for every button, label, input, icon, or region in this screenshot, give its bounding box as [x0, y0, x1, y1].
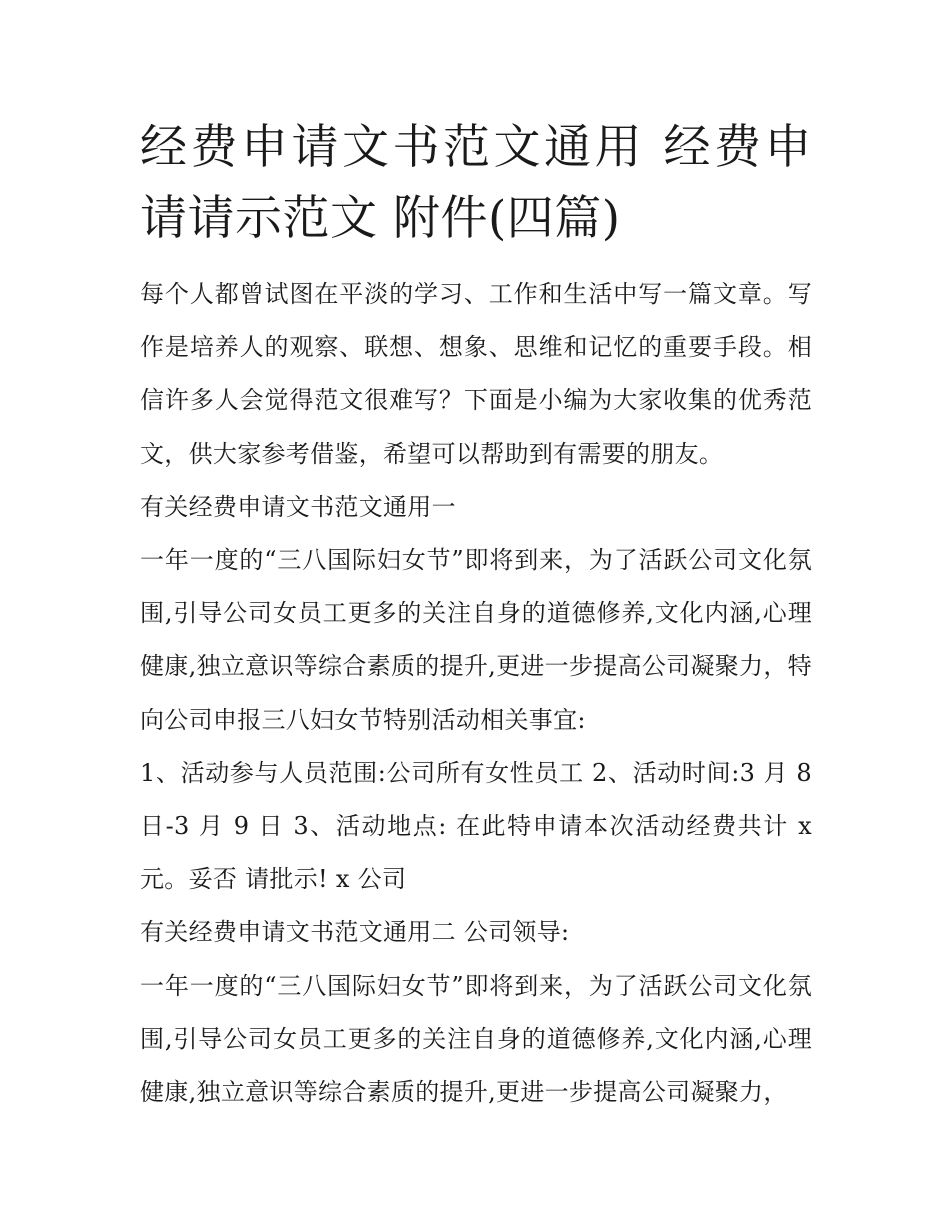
document-body	[140, 268, 812, 1119]
section-heading-two: 有关经费申请文书范文通用二 公司领导:	[140, 918, 570, 947]
section-two-paragraph: 一年一度的“三八国际妇女节”即将到来，为了活跃公司文化氛围,引导公司女员工更多的关注自身的道德修养,文化内涵,心理健康,独立意识等综合素质的提升,更进一步提高公司凝聚力，	[140, 971, 812, 1107]
document-content	[140, 112, 812, 1119]
section-heading-one: 有关经费申请文书范文通用一	[140, 492, 456, 521]
document-title: 经费申请文书范文通用 经费申请请示范文 附件(四篇)	[140, 120, 812, 246]
section-one-paragraph: 一年一度的“三八国际妇女节”即将到来，为了活跃公司文化氛围,引导公司女员工更多的关注自身的道德修养,文化内涵,心理健康,独立意识等综合素质的提升,更进一步提高公司凝聚力，特向公司申报三八妇女节特别活动相关事宜:	[140, 546, 812, 734]
intro-paragraph: 每个人都曾试图在平淡的学习、工作和生活中写一篇文章。写作是培养人的观察、联想、想象、思维和记忆的重要手段。相信许多人会觉得范文很难写？下面是小编为大家收集的优秀范文，供大家参考借鉴，希望可以帮助到有需要的朋友。	[140, 280, 812, 468]
section-one-details: 1、活动参与人员范围:公司所有女性员工 2、活动时间:3 月 8 日-3 月 9 日 3、活动地点: 在此特申请本次活动经费共计 x 元。妥否 请批示! x 公司	[140, 758, 812, 894]
